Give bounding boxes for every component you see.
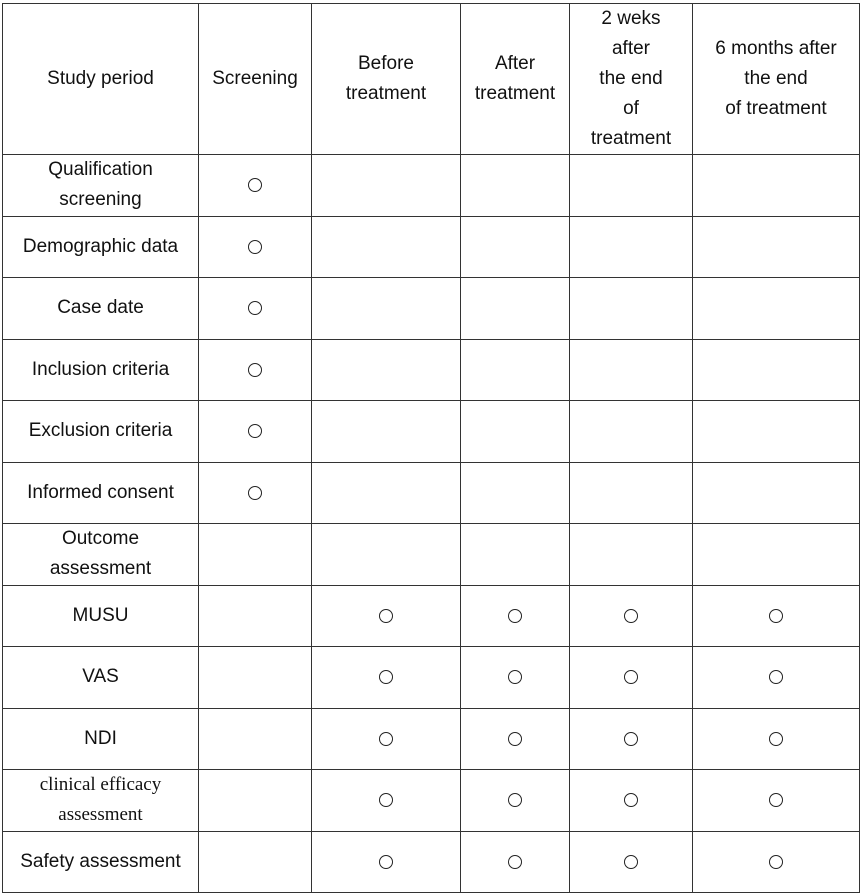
circle-mark-icon: [379, 732, 393, 746]
schedule-cell: [693, 831, 860, 893]
table-row: [3, 462, 860, 524]
schedule-cell: [199, 831, 312, 893]
schedule-cell: [693, 216, 860, 278]
schedule-body: [3, 155, 860, 893]
schedule-cell: [693, 339, 860, 401]
schedule-cell: [312, 831, 461, 893]
circle-mark-icon: [248, 240, 262, 254]
schedule-cell: [312, 216, 461, 278]
schedule-cell: [570, 339, 693, 401]
table-row: [3, 647, 860, 709]
schedule-cell: [693, 278, 860, 340]
circle-mark-icon: [624, 793, 638, 807]
row-label: MUSU: [3, 585, 199, 647]
schedule-cell: [199, 585, 312, 647]
schedule-cell: [461, 524, 570, 586]
schedule-cell: [693, 462, 860, 524]
row-label: NDI: [3, 708, 199, 770]
schedule-cell: [693, 524, 860, 586]
table-row: [3, 708, 860, 770]
row-label: Case date: [3, 278, 199, 340]
header-2-weeks-after: 2 weks after the end of treatment: [570, 4, 693, 155]
schedule-cell: [570, 770, 693, 832]
schedule-cell: [461, 831, 570, 893]
row-label: Qualification screening: [3, 155, 199, 217]
circle-mark-icon: [769, 793, 783, 807]
schedule-cell: [461, 770, 570, 832]
table-row: [3, 770, 860, 832]
schedule-cell: [312, 339, 461, 401]
header-row: [3, 4, 860, 155]
circle-mark-icon: [508, 609, 522, 623]
schedule-cell: [570, 585, 693, 647]
header-study-period: Study period: [3, 4, 199, 155]
schedule-cell: [199, 770, 312, 832]
schedule-cell: [312, 524, 461, 586]
schedule-cell: [693, 155, 860, 217]
circle-mark-icon: [769, 855, 783, 869]
schedule-cell: [570, 278, 693, 340]
circle-mark-icon: [379, 609, 393, 623]
schedule-cell: [199, 278, 312, 340]
schedule-cell: [312, 585, 461, 647]
header-6-months-after: 6 months after the end of treatment: [693, 4, 860, 155]
schedule-cell: [693, 585, 860, 647]
schedule-cell: [199, 401, 312, 463]
table-row: [3, 401, 860, 463]
schedule-cell: [461, 155, 570, 217]
schedule-cell: [312, 462, 461, 524]
schedule-cell: [312, 155, 461, 217]
schedule-cell: [693, 401, 860, 463]
table-row: [3, 831, 860, 893]
circle-mark-icon: [624, 855, 638, 869]
circle-mark-icon: [769, 732, 783, 746]
header-screening: Screening: [199, 4, 312, 155]
schedule-cell: [461, 647, 570, 709]
circle-mark-icon: [624, 609, 638, 623]
schedule-cell: [693, 647, 860, 709]
circle-mark-icon: [508, 670, 522, 684]
circle-mark-icon: [379, 793, 393, 807]
schedule-cell: [461, 708, 570, 770]
circle-mark-icon: [624, 732, 638, 746]
schedule-cell: [199, 708, 312, 770]
circle-mark-icon: [508, 855, 522, 869]
circle-mark-icon: [769, 670, 783, 684]
schedule-cell: [570, 155, 693, 217]
schedule-cell: [693, 770, 860, 832]
schedule-cell: [199, 647, 312, 709]
schedule-cell: [312, 770, 461, 832]
schedule-cell: [570, 831, 693, 893]
schedule-cell: [199, 155, 312, 217]
schedule-cell: [570, 216, 693, 278]
circle-mark-icon: [248, 486, 262, 500]
header-before-treatment: Before treatment: [312, 4, 461, 155]
circle-mark-icon: [379, 670, 393, 684]
schedule-cell: [461, 216, 570, 278]
schedule-cell: [312, 647, 461, 709]
schedule-cell: [199, 339, 312, 401]
row-label: Outcome assessment: [3, 524, 199, 586]
header-after-treatment: After treatment: [461, 4, 570, 155]
circle-mark-icon: [248, 424, 262, 438]
circle-mark-icon: [248, 178, 262, 192]
row-label: Exclusion criteria: [3, 401, 199, 463]
table-row: [3, 339, 860, 401]
schedule-cell: [461, 278, 570, 340]
circle-mark-icon: [769, 609, 783, 623]
schedule-cell: [199, 462, 312, 524]
schedule-cell: [199, 216, 312, 278]
row-label: Demographic data: [3, 216, 199, 278]
row-label: Informed consent: [3, 462, 199, 524]
schedule-cell: [312, 401, 461, 463]
circle-mark-icon: [624, 670, 638, 684]
circle-mark-icon: [248, 363, 262, 377]
circle-mark-icon: [508, 793, 522, 807]
table-row: [3, 155, 860, 217]
schedule-cell: [570, 647, 693, 709]
row-label: Safety assessment: [3, 831, 199, 893]
circle-mark-icon: [508, 732, 522, 746]
schedule-cell: [461, 401, 570, 463]
schedule-cell: [312, 278, 461, 340]
table-row: [3, 216, 860, 278]
schedule-cell: [570, 401, 693, 463]
schedule-cell: [461, 339, 570, 401]
schedule-cell: [693, 708, 860, 770]
circle-mark-icon: [248, 301, 262, 315]
schedule-cell: [461, 462, 570, 524]
study-schedule-table: [2, 3, 860, 893]
row-label: clinical efficacy assessment: [3, 770, 199, 832]
schedule-cell: [570, 462, 693, 524]
table-row: [3, 278, 860, 340]
table-row: [3, 524, 860, 586]
schedule-cell: [312, 708, 461, 770]
schedule-cell: [199, 524, 312, 586]
schedule-cell: [570, 708, 693, 770]
schedule-cell: [461, 585, 570, 647]
schedule-cell: [570, 524, 693, 586]
row-label: Inclusion criteria: [3, 339, 199, 401]
row-label: VAS: [3, 647, 199, 709]
table-row: [3, 585, 860, 647]
circle-mark-icon: [379, 855, 393, 869]
